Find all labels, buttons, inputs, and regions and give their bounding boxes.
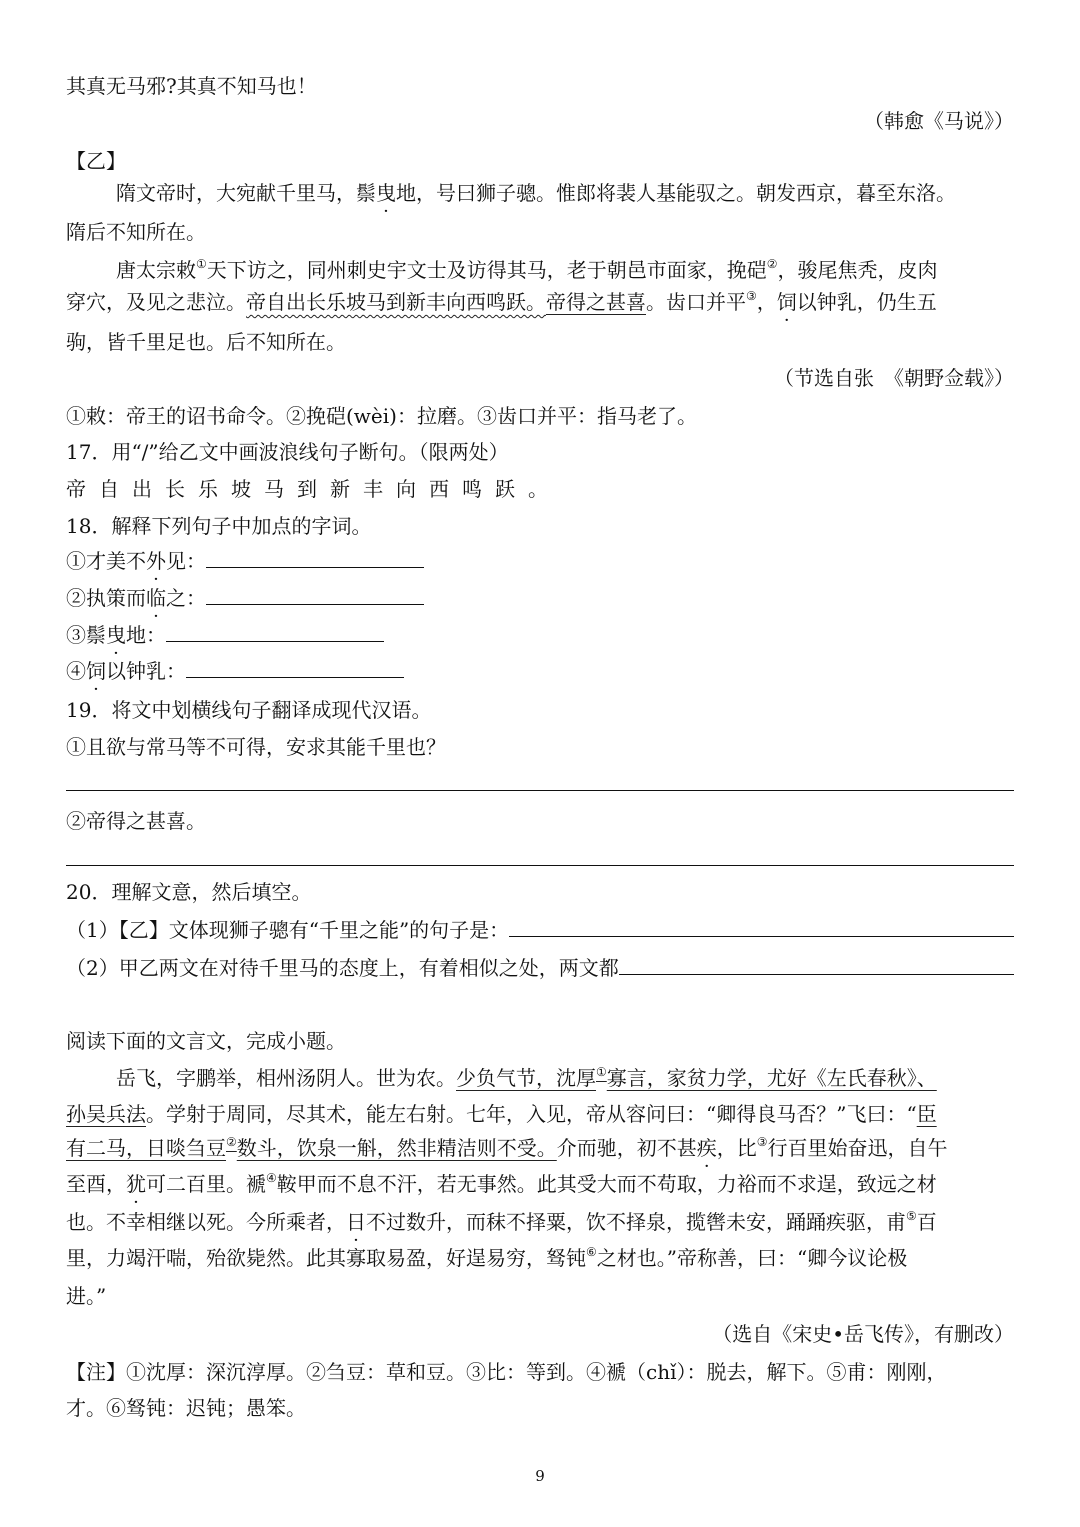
wavy-sentence: 帝自出长乐坡马到新丰向西鸣跃。 bbox=[246, 290, 546, 314]
dotted-char: 曳 bbox=[106, 623, 126, 647]
passage2-line2: 孙吴兵法。学射于周同，尽其术，能左右射。七年，入见，帝从容问曰：“卿得良马否？”飞曰：“臣 bbox=[66, 1102, 937, 1126]
passage2-line3: 有二马，日啖刍豆②数斗，饮泉一斛，然非精洁则不受。介而驰，初不甚疾，比③行百里始奋迅，自午 bbox=[66, 1135, 948, 1160]
q18-item-1: ①才美不外见： bbox=[66, 547, 1014, 575]
yi-para2-line2: 穿穴，及见之悲泣。帝自出长乐坡马到新丰向西鸣跃。帝得之甚喜。齿口并平③，饲以钟乳，仍生五 bbox=[66, 289, 937, 314]
answer-blank[interactable] bbox=[186, 657, 404, 678]
q18-stem: 18．解释下列句子中加点的字词。 bbox=[66, 514, 372, 538]
dotted-char: 外 bbox=[146, 549, 166, 573]
passage2-line4: 至酉，犹可二百里。褫④鞍甲而不息不汗，若无事然。此其受大而不苟取，力裕而不求逞，致远之材 bbox=[66, 1171, 937, 1196]
q19-sentence-2: ②帝得之甚喜。 bbox=[66, 809, 206, 833]
answer-blank[interactable] bbox=[619, 954, 1014, 975]
dotted-char: 疾 bbox=[696, 1136, 717, 1160]
passage2-notes-line1: 【注】①沈厚：深沉淳厚。②刍豆：草和豆。③比：等到。④褫（chǐ）：脱去，解下。⑤甫：刚刚， bbox=[66, 1360, 947, 1384]
q20-part-2: （2）甲乙两文在对待千里马的态度上，有着相似之处，两文都 bbox=[66, 954, 1014, 982]
answer-line[interactable] bbox=[66, 865, 1014, 866]
yi-para1-line1: 隋文帝时，大宛献千里马，鬃曳地，号曰狮子骢。惟郎将裴人基能驭之。朝发西京，暮至东洛。 bbox=[116, 181, 956, 205]
passage2-line1: 岳飞，字鹏举，相州汤阴人。世为农。少负气节，沈厚①寡言，家贫力学，尤好《左氏春秋》、 bbox=[116, 1065, 937, 1090]
dotted-char: 犹 bbox=[126, 1172, 146, 1196]
yi-notes: ①敕：帝王的诏书命令。②挽硙(wèi)：拉磨。③齿口并平：指马老了。 bbox=[66, 404, 697, 428]
yi-para1-line2: 隋后不知所在。 bbox=[66, 220, 206, 244]
passage2-line5: 也。不幸相继以死。今所乘者，日不过数升，而秣不择粟，饮不择泉，揽辔未安，踊踊疾驱，甫⑤百 bbox=[66, 1209, 937, 1234]
answer-blank[interactable] bbox=[206, 584, 424, 605]
yi-para2-line1: 唐太宗敕①天下访之，同州刺史宇文士及访得其马，老于朝邑市面家，挽硙②，骏尾焦秃，皮肉 bbox=[116, 257, 938, 282]
passage2-line7: 进。” bbox=[66, 1284, 107, 1308]
page-number: 9 bbox=[535, 1467, 545, 1485]
dotted-char: 日 bbox=[346, 1210, 366, 1234]
q20-part-1: （1）【乙】文体现狮子骢有“千里之能”的句子是： bbox=[66, 916, 1014, 944]
q17-stem: 17．用“/”给乙文中画波浪线句子断句。（限两处） bbox=[66, 440, 509, 464]
q18-item-3: ③鬃曳地： bbox=[66, 621, 1014, 649]
answer-line[interactable] bbox=[66, 790, 1014, 791]
jia-source: （韩愈《马说》） bbox=[864, 109, 1014, 133]
q17-sentence: 帝自出长乐坡马到新丰向西鸣跃。 bbox=[66, 477, 561, 501]
q18-item-4: ④饲以钟乳： bbox=[66, 657, 1014, 685]
answer-blank[interactable] bbox=[509, 916, 1014, 937]
q19-sentence-1: ①且欲与常马等不可得，安求其能千里也？ bbox=[66, 735, 446, 759]
dotted-char: 临 bbox=[146, 586, 166, 610]
passage2-source: （选自《宋史•岳飞传》，有删改） bbox=[712, 1322, 1014, 1346]
underlined-sentence: 帝得之甚喜 bbox=[546, 290, 646, 314]
q18-item-2: ②执策而临之： bbox=[66, 584, 1014, 612]
dotted-char: 饲 bbox=[86, 659, 106, 683]
yi-label: 【乙】 bbox=[66, 149, 126, 173]
answer-blank[interactable] bbox=[166, 621, 384, 642]
q20-stem: 20．理解文意，然后填空。 bbox=[66, 880, 312, 904]
yi-source: （节选自张 《朝野佥载》） bbox=[774, 366, 1014, 390]
passage2-intro: 阅读下面的文言文，完成小题。 bbox=[66, 1029, 346, 1053]
passage2-line6: 里，力竭汗喘，殆欲毙然。此其寡取易盈，好逞易穷，驽钝⑥之材也。”帝称善，曰：“卿今议论极 bbox=[66, 1245, 908, 1270]
answer-blank[interactable] bbox=[206, 547, 424, 568]
q19-stem: 19．将文中划横线句子翻译成现代汉语。 bbox=[66, 698, 432, 722]
jia-tail-text: 其真无马邪?其真不知马也！ bbox=[66, 74, 317, 98]
yi-para2-line3: 驹，皆千里足也。后不知所在。 bbox=[66, 330, 346, 354]
dotted-char: 曳 bbox=[376, 181, 396, 205]
passage2-notes-line2: 才。⑥驽钝：迟钝；愚笨。 bbox=[66, 1396, 306, 1420]
dotted-char: 饲 bbox=[776, 290, 797, 314]
